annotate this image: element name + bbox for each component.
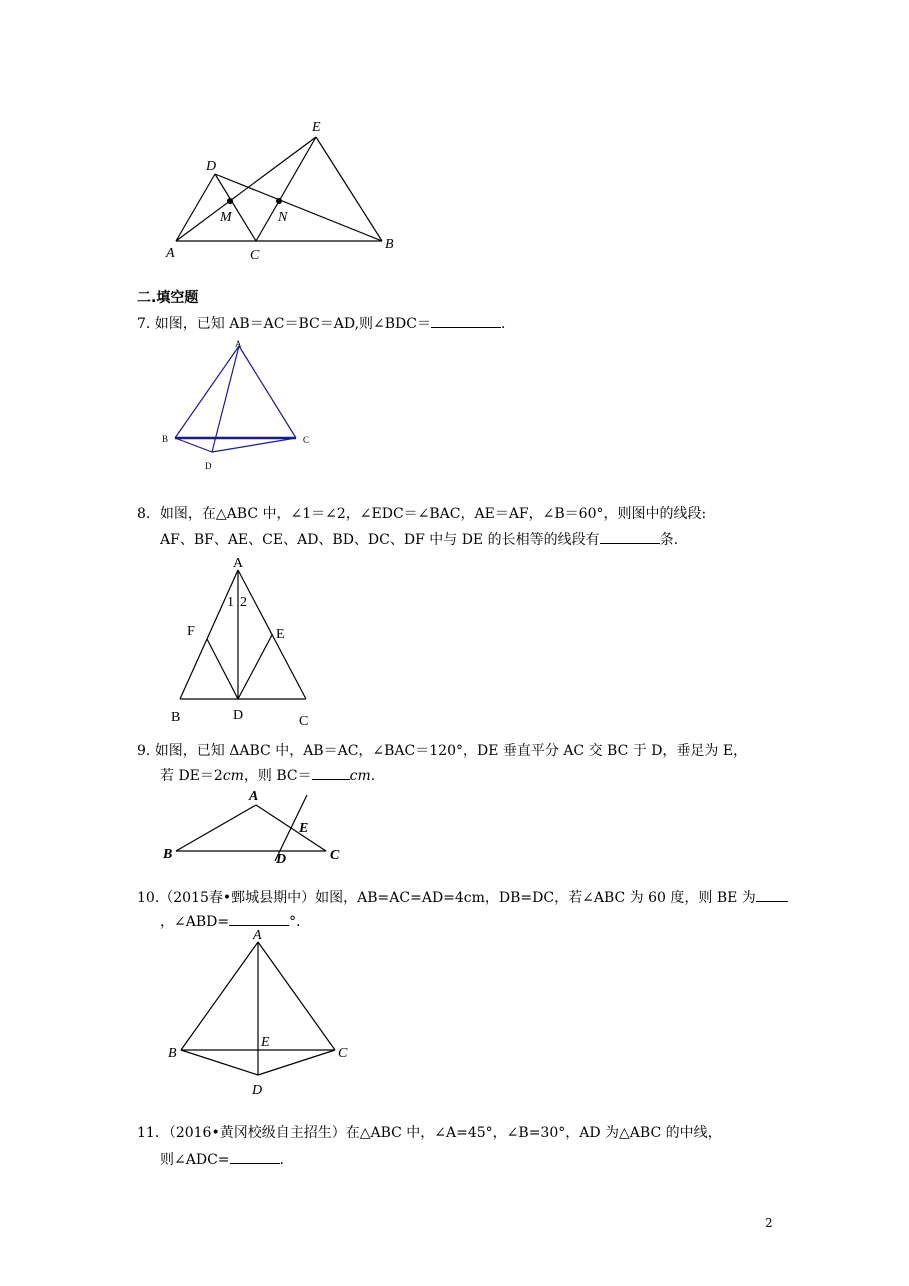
label-e: E (276, 627, 285, 642)
label-c: C (299, 714, 309, 728)
question-11-line-2 (160, 1149, 284, 1169)
question-9-line-1: 9. 如图，已知 ΔABC 中，AB＝AC，∠BAC＝120°，DE 垂直平分 AC 交 BC 于 D，垂足为 E， (137, 743, 748, 759)
label-e: E (312, 120, 321, 135)
q9-unit: cm (222, 768, 244, 784)
q10-text: 10.（2015春•鄄城县期中）如图，AB=AC=AD=4cm，DB=DC，若∠ABC 为 60 度，则 BE 为 (137, 890, 756, 906)
label-d: D (252, 1083, 263, 1098)
q9-answer-blank[interactable] (312, 765, 350, 780)
figure-top-triangles (160, 115, 400, 265)
figure-q9 (158, 785, 358, 865)
label-b: B (163, 847, 173, 862)
q8-answer-blank[interactable] (600, 529, 660, 544)
label-n: N (278, 210, 288, 225)
question-7 (137, 313, 505, 333)
q11-text-b: . (279, 1152, 284, 1168)
figure-q8 (165, 553, 325, 728)
section-heading: 二.填空题 (137, 290, 199, 306)
q9-text-a: 若 DE＝2 (160, 768, 223, 784)
label-a: A (166, 246, 175, 261)
q10-text-a: ，∠ABD= (160, 914, 230, 930)
q10-answer-blank-2[interactable] (229, 911, 289, 926)
q9-unit-2: cm (349, 768, 371, 784)
label-1: 1 (227, 595, 234, 610)
label-a: A (233, 556, 244, 571)
label-e: E (261, 1035, 270, 1050)
point-n (276, 198, 282, 204)
q8-text-end: 条. (659, 532, 679, 548)
label-d: D (276, 852, 287, 865)
figure-q7 (158, 338, 318, 473)
q7-text: 7. 如图，已知 AB＝AC＝BC＝AD,则∠BDC＝ (137, 316, 431, 332)
label-b: B (171, 710, 181, 725)
question-8-line-2 (160, 529, 678, 549)
label-a: A (253, 928, 262, 943)
label-f: F (187, 624, 195, 639)
label-c: C (338, 1046, 348, 1061)
label-a: A (235, 339, 242, 349)
q10-answer-blank-1[interactable] (756, 887, 788, 902)
label-2: 2 (240, 595, 247, 610)
question-10-line-1 (137, 887, 788, 907)
question-8-line-1: 8．如图，在△ABC 中，∠1＝∠2，∠EDC＝∠BAC，AE＝AF，∠B＝60°，则图中的线段: (137, 506, 707, 522)
q11-text-a: 则∠ADC= (160, 1152, 230, 1168)
label-b: B (385, 237, 394, 252)
q9-text-b: ，则 BC＝ (243, 768, 312, 784)
q9-text-c: . (370, 768, 376, 784)
label-b: B (162, 434, 169, 444)
q7-answer-blank[interactable] (431, 313, 501, 328)
label-b: B (168, 1046, 177, 1061)
label-d: D (205, 461, 212, 471)
label-m: M (220, 210, 232, 225)
q7-text-end: . (500, 316, 506, 332)
q8-text: AF、BF、AE、CE、AD、BD、DC、DF 中与 DE 的长相等的线段有 (160, 532, 600, 548)
label-c: C (330, 848, 340, 863)
q11-answer-blank[interactable] (230, 1149, 280, 1164)
label-e: E (299, 821, 309, 836)
label-c: C (303, 435, 310, 445)
label-d: D (233, 708, 244, 723)
page-number: 2 (765, 1216, 773, 1230)
label-c: C (250, 248, 260, 263)
q10-text-b: °． (289, 914, 311, 930)
label-d: D (206, 159, 217, 174)
point-m (227, 198, 233, 204)
label-a: A (249, 789, 259, 804)
question-9-line-2 (160, 765, 375, 785)
figure-q10 (162, 925, 362, 1100)
question-11-line-1: 11．（2016•黄冈校级自主招生）在△ABC 中，∠A=45°，∠B=30°，AD 为△ABC 的中线， (137, 1125, 722, 1141)
